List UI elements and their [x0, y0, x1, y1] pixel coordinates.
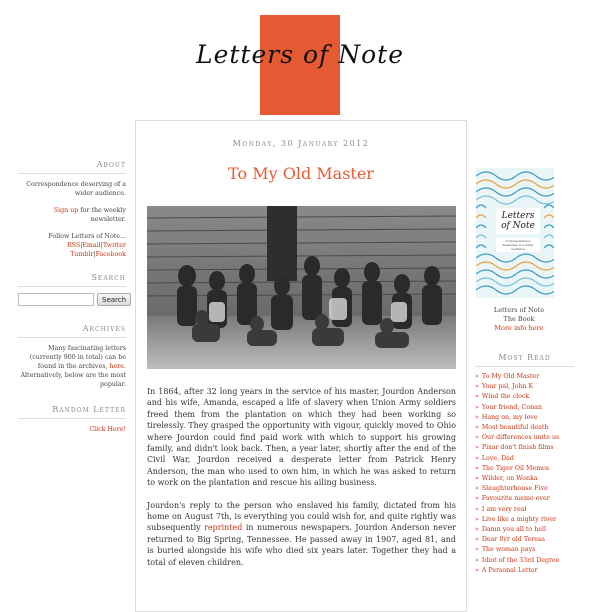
most-read-item[interactable] [475, 454, 580, 464]
bullet-icon: » [475, 546, 479, 554]
random-letter-link[interactable]: Click Here! [89, 426, 126, 433]
most-read-link[interactable]: Your friend, Conan [481, 403, 542, 411]
most-read-link[interactable]: Wilder, on Wonka [481, 475, 538, 483]
bullet-icon: » [475, 424, 479, 432]
most-read-link[interactable]: Wind the clock [481, 393, 530, 401]
most-read-item[interactable] [475, 464, 580, 474]
post-title[interactable]: To My Old Master [228, 164, 374, 183]
post-paragraph-2 [147, 500, 456, 568]
most-read-item[interactable] [475, 566, 580, 576]
email-link[interactable]: Email [82, 242, 101, 249]
most-read-link[interactable]: Hang on, my love [481, 413, 538, 421]
most-read-item[interactable] [475, 494, 580, 504]
book-caption [475, 306, 563, 333]
tumblr-link[interactable]: Tumblr [70, 251, 94, 258]
reprinted-link[interactable]: reprinted [204, 523, 243, 533]
most-read-heading: Most Read [475, 353, 574, 367]
site-logo[interactable]: Letters of Note [195, 40, 405, 69]
most-read-item[interactable] [475, 382, 580, 392]
most-read-link[interactable]: Favourite memo ever [481, 495, 550, 503]
bullet-icon: » [475, 464, 479, 472]
left-sidebar [18, 160, 126, 442]
twitter-link[interactable]: Twitter [102, 242, 126, 249]
most-read-link[interactable]: Idiot of the 33rd Degree [481, 556, 560, 564]
bullet-icon: » [475, 536, 479, 544]
bullet-icon: » [475, 526, 479, 534]
most-read-link[interactable]: To My Old Master [481, 373, 540, 380]
archives-text [18, 344, 126, 389]
separator: | [100, 242, 103, 249]
most-read-link[interactable]: Our differences unite us [481, 434, 560, 442]
most-read-link[interactable]: Most beautiful death [481, 424, 549, 432]
paragraph-text: in numerous newspapers. Jourdon Anderson never returned to Big Spring, Tennessee. He passed away in 1907, aged 81, and is buried alongside his wife who died six years later. Together they had a total of eleven children. [147, 523, 456, 567]
bullet-icon: » [475, 383, 479, 391]
most-read-item[interactable] [475, 413, 580, 423]
separator: | [93, 251, 96, 258]
bullet-icon: » [475, 566, 479, 574]
bullet-icon: » [475, 403, 479, 411]
historical-photo [147, 206, 456, 369]
most-read-item[interactable] [475, 556, 580, 566]
book-caption-title: Letters of Note [493, 306, 545, 314]
book-cover-subtitle: Correspondence deserving of a wider audience [496, 238, 540, 252]
bullet-icon: » [475, 373, 479, 380]
most-read-item[interactable] [475, 392, 580, 402]
search-form [18, 293, 126, 306]
most-read-item[interactable] [475, 484, 580, 494]
search-button[interactable]: Search [97, 293, 131, 306]
about-description: Correspondence deserving of a wider audience. [26, 181, 126, 197]
photo-image [147, 206, 456, 369]
search-input[interactable] [18, 293, 94, 306]
random-letter-heading: Random Letter [18, 405, 126, 419]
most-read-item[interactable] [475, 433, 580, 443]
signup-link[interactable]: Sign up [53, 207, 79, 214]
follow-block [18, 232, 126, 259]
bullet-icon: » [475, 505, 479, 513]
bullet-icon: » [475, 393, 479, 401]
book-cover[interactable] [476, 168, 554, 298]
bullet-icon: » [475, 475, 479, 483]
most-read-link[interactable]: A Personal Letter [481, 566, 538, 574]
post-paragraph-1: In 1864, after 32 long years in the service of his master, Jourdon Anderson and his wife, Amanda, escaped a life of slavery when Union Army soldiers freed them from the plantation on which they had been working so tirelessly. They grasped the opportunity with vigour, quickly moved to Ohio where Jourdon could find paid work with which to support his growing family, and didn't look back. Then, a year later, shortly after the end of the Civil War, Jourdon received a desperate letter from Patrick Henry Anderson, the man who used to own him, in which he was asked to return to work on the plantation and rescue his ailing business. [147, 387, 456, 488]
newsletter-signup [18, 206, 126, 224]
most-read-link[interactable]: The Tiger Oil Memos [481, 464, 550, 472]
most-read-link[interactable]: I am very real [481, 505, 527, 513]
archives-link[interactable]: here [109, 363, 124, 370]
archives-heading: Archives [18, 324, 126, 338]
bullet-icon: » [475, 434, 479, 442]
most-read-item[interactable] [475, 515, 580, 525]
most-read-item[interactable] [475, 525, 580, 535]
separator: | [80, 242, 83, 249]
most-read-item[interactable] [475, 423, 580, 433]
most-read-link[interactable]: Pixar don't finish films [481, 444, 554, 452]
most-read-link[interactable]: Slaughterhouse Five [481, 485, 548, 493]
facebook-link[interactable]: Facebook [95, 251, 126, 258]
most-read-link[interactable]: Dear 8yr old Teresa [481, 536, 545, 544]
post-date: Monday, 30 January 2012 [232, 139, 370, 148]
most-read-link[interactable]: Love, Dad [481, 454, 514, 462]
most-read-link[interactable]: Damn you all to hell [481, 526, 547, 534]
right-sidebar [475, 168, 580, 576]
archives-text-before: Many fascinating letters (currently 900 in total) can be found in the archives, [29, 345, 126, 370]
random-letter-block [18, 425, 126, 434]
archives-text-after: . Alternatively, below are the most popular. [20, 363, 126, 388]
post-card [135, 120, 467, 612]
bullet-icon: » [475, 454, 479, 462]
most-read-item[interactable] [475, 545, 580, 555]
book-cover-title: Letters of Note [496, 208, 540, 234]
rss-link[interactable]: RSS [66, 242, 81, 249]
bullet-icon: » [475, 444, 479, 452]
most-read-link[interactable]: Your pal, John K [481, 383, 534, 391]
bullet-icon: » [475, 556, 479, 564]
bullet-icon: » [475, 515, 479, 523]
signup-rest: for the weekly newsletter. [78, 207, 126, 223]
most-read-link[interactable]: The woman pays [481, 546, 536, 554]
bullet-icon: » [475, 485, 479, 493]
book-caption-subtitle: The Book [503, 315, 535, 323]
most-read-list [475, 372, 580, 576]
most-read-item[interactable] [475, 505, 580, 515]
search-heading: Search [18, 273, 126, 287]
most-read-item[interactable] [475, 443, 580, 453]
paragraph-text: Jourdon's reply to the person who enslaved his family, dictated from his home on August 7th, is everything you could wish for, and quite rightly was subsequently [147, 500, 456, 533]
most-read-item[interactable] [475, 535, 580, 545]
most-read-item[interactable] [475, 372, 580, 382]
post-body [147, 386, 456, 579]
about-heading: About [18, 160, 126, 174]
book-more-info-link[interactable]: More info here [494, 324, 544, 332]
most-read-link[interactable]: Live like a mighty river [481, 515, 557, 523]
most-read-item[interactable] [475, 474, 580, 484]
bullet-icon: » [475, 413, 479, 421]
most-read-item[interactable] [475, 403, 580, 413]
bullet-icon: » [475, 495, 479, 503]
follow-text: Follow Letters of Note... [48, 233, 126, 240]
